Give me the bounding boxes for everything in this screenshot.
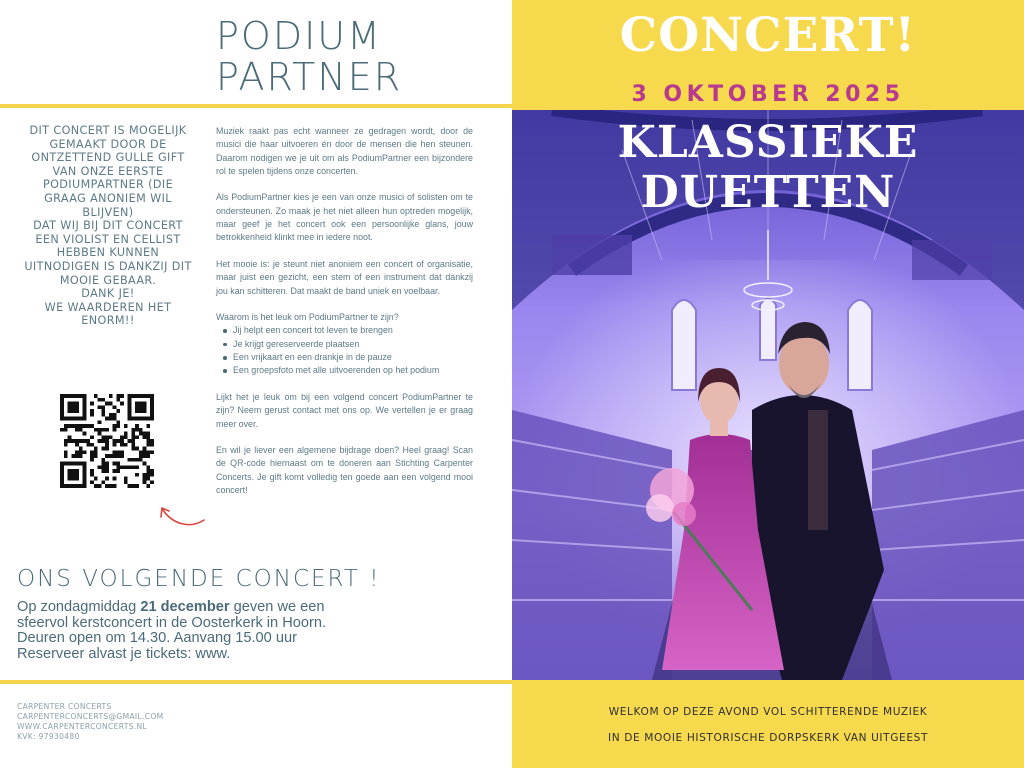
thanks-line: GRAAG ANONIEM WIL [44, 191, 172, 205]
next-concert-title: ONS VOLGENDE CONCERT ! [17, 566, 381, 592]
thanks-line: BLIJVEN) [82, 205, 134, 219]
thanks-line: ENORM!! [81, 314, 135, 328]
benefit-item: Een groepsfoto met alle uitvoerenden op het podium [223, 364, 473, 377]
thanks-line: GEMAAKT DOOR DE [49, 137, 167, 151]
program-title-line: KLASSIEKE [617, 117, 919, 168]
thanks-line: WE WAARDEREN HET [44, 300, 172, 314]
concert-headline: CONCERT! [619, 8, 917, 63]
thanks-line: DANK JE! [81, 287, 135, 301]
program-title-line: DUETTEN [640, 167, 896, 218]
title-line: PODIUM [216, 14, 382, 58]
thanks-line: DAT WIJ BIJ DIT CONCERT [33, 219, 183, 233]
next-concert-line [17, 600, 377, 616]
curved-arrow-icon [158, 500, 208, 530]
next-line-text: geven we een [229, 599, 325, 615]
title-line: PARTNER [216, 55, 403, 99]
podium-partner-title [216, 16, 506, 98]
thank-you-note [14, 124, 202, 328]
thanks-line: DIT CONCERT IS MOGELIJK [29, 124, 187, 137]
thanks-line: PODIUMPARTNER (DIE [42, 178, 174, 192]
donate-paragraph: En wil je liever een algemene bijdrage doen? Heel graag! Scan de QR-code hiernaast om te doneren aan Stichting Carpenter Concerts. Je gift komt volledig ten goede aan een volgend mooi concert! [216, 445, 473, 496]
thanks-line: MOOIE GEBAAR. [59, 273, 157, 287]
intro-paragraph: Muziek raakt pas echt wanneer ze gedragen wordt, door de musici die haar uitvoeren én door de mensen die hen steunen. Daarom nodigen we je uit om als PodiumPartner een bijzondere rol te spelen tijdens onze concerten. [216, 126, 473, 176]
yellow-divider-bottom [0, 680, 512, 684]
footer-contact [17, 702, 237, 742]
thanks-line: HEBBEN KUNNEN [56, 246, 160, 260]
footer-email-link[interactable]: CARPENTERCONCERTS@GMAIL.COM [17, 712, 164, 721]
thanks-line: UITNODIGEN IS DANKZIJ DIT [24, 259, 192, 273]
welcome-line: IN DE MOOIE HISTORISCHE DORPSKERK VAN UITGEEST [607, 732, 929, 744]
thanks-line: EEN VIOLIST EN CELLIST [35, 232, 181, 246]
benefit-item: Jij helpt een concert tot leven te brengen [223, 324, 473, 337]
right-panel [512, 0, 1024, 768]
concert-date: 3 OKTOBER 2025 [631, 82, 905, 107]
footer-website-link[interactable]: WWW.CARPENTERCONCERTS.NL [17, 722, 147, 731]
program-title [512, 118, 1024, 218]
podium-partner-text [216, 125, 473, 511]
thanks-line: ONTZETTEND GULLE GIFT [31, 151, 185, 165]
next-concert-details [17, 600, 377, 662]
support-paragraph: Als PodiumPartner kies je een van onze musici of solisten om te ondersteunen. Zo maak je het niet alleen hun optreden mogelijk, maar geef je het concert ook een persoonlijke glans, jouw betrokkenheid klinkt mee in iedere noot. [216, 192, 473, 243]
question-heading: Waarom is het leuk om PodiumPartner te zijn? [216, 312, 399, 323]
footer-org-name: CARPENTER CONCERTS [17, 702, 112, 711]
thanks-line: VAN ONZE EERSTE [52, 164, 164, 178]
benefit-item: Je krijgt gereserveerde plaatsen [223, 338, 473, 351]
ticket-link[interactable]: Reserveer alvast je tickets: www. [17, 645, 231, 662]
welcome-line: WELKOM OP DEZE AVOND VOL SCHITTERENDE MUZIEK [608, 706, 928, 718]
next-concert-line: Deuren open om 14.30. Aanvang 15.00 uur [17, 630, 297, 647]
next-concert-date: 21 december [140, 599, 230, 615]
welcome-message [512, 699, 1024, 751]
yellow-divider-top [0, 104, 512, 108]
benefit-item: Een vrijkaart en een drankje in de pauze [223, 351, 473, 364]
footer-kvk-number: KVK: 97930480 [17, 732, 80, 741]
next-concert-line: sfeervol kerstconcert in de Oosterkerk in Hoorn. [17, 614, 327, 631]
personal-paragraph: Het mooie is: je steunt niet anoniem een concert of organisatie, maar juist een gezicht, een stem of een instrument dat dankzij jou kan schitteren. Dat maakt de band uniek en voelbaar. [216, 258, 473, 296]
contact-paragraph: Lijkt het je leuk om bij een volgend concert PodiumPartner te zijn? Neem gerust contact met ons op. We vertellen je er graag meer over. [216, 391, 473, 429]
benefits-list [216, 324, 473, 377]
donation-qr-code[interactable] [60, 394, 154, 488]
next-line-text: Op zondagmiddag [17, 599, 141, 615]
